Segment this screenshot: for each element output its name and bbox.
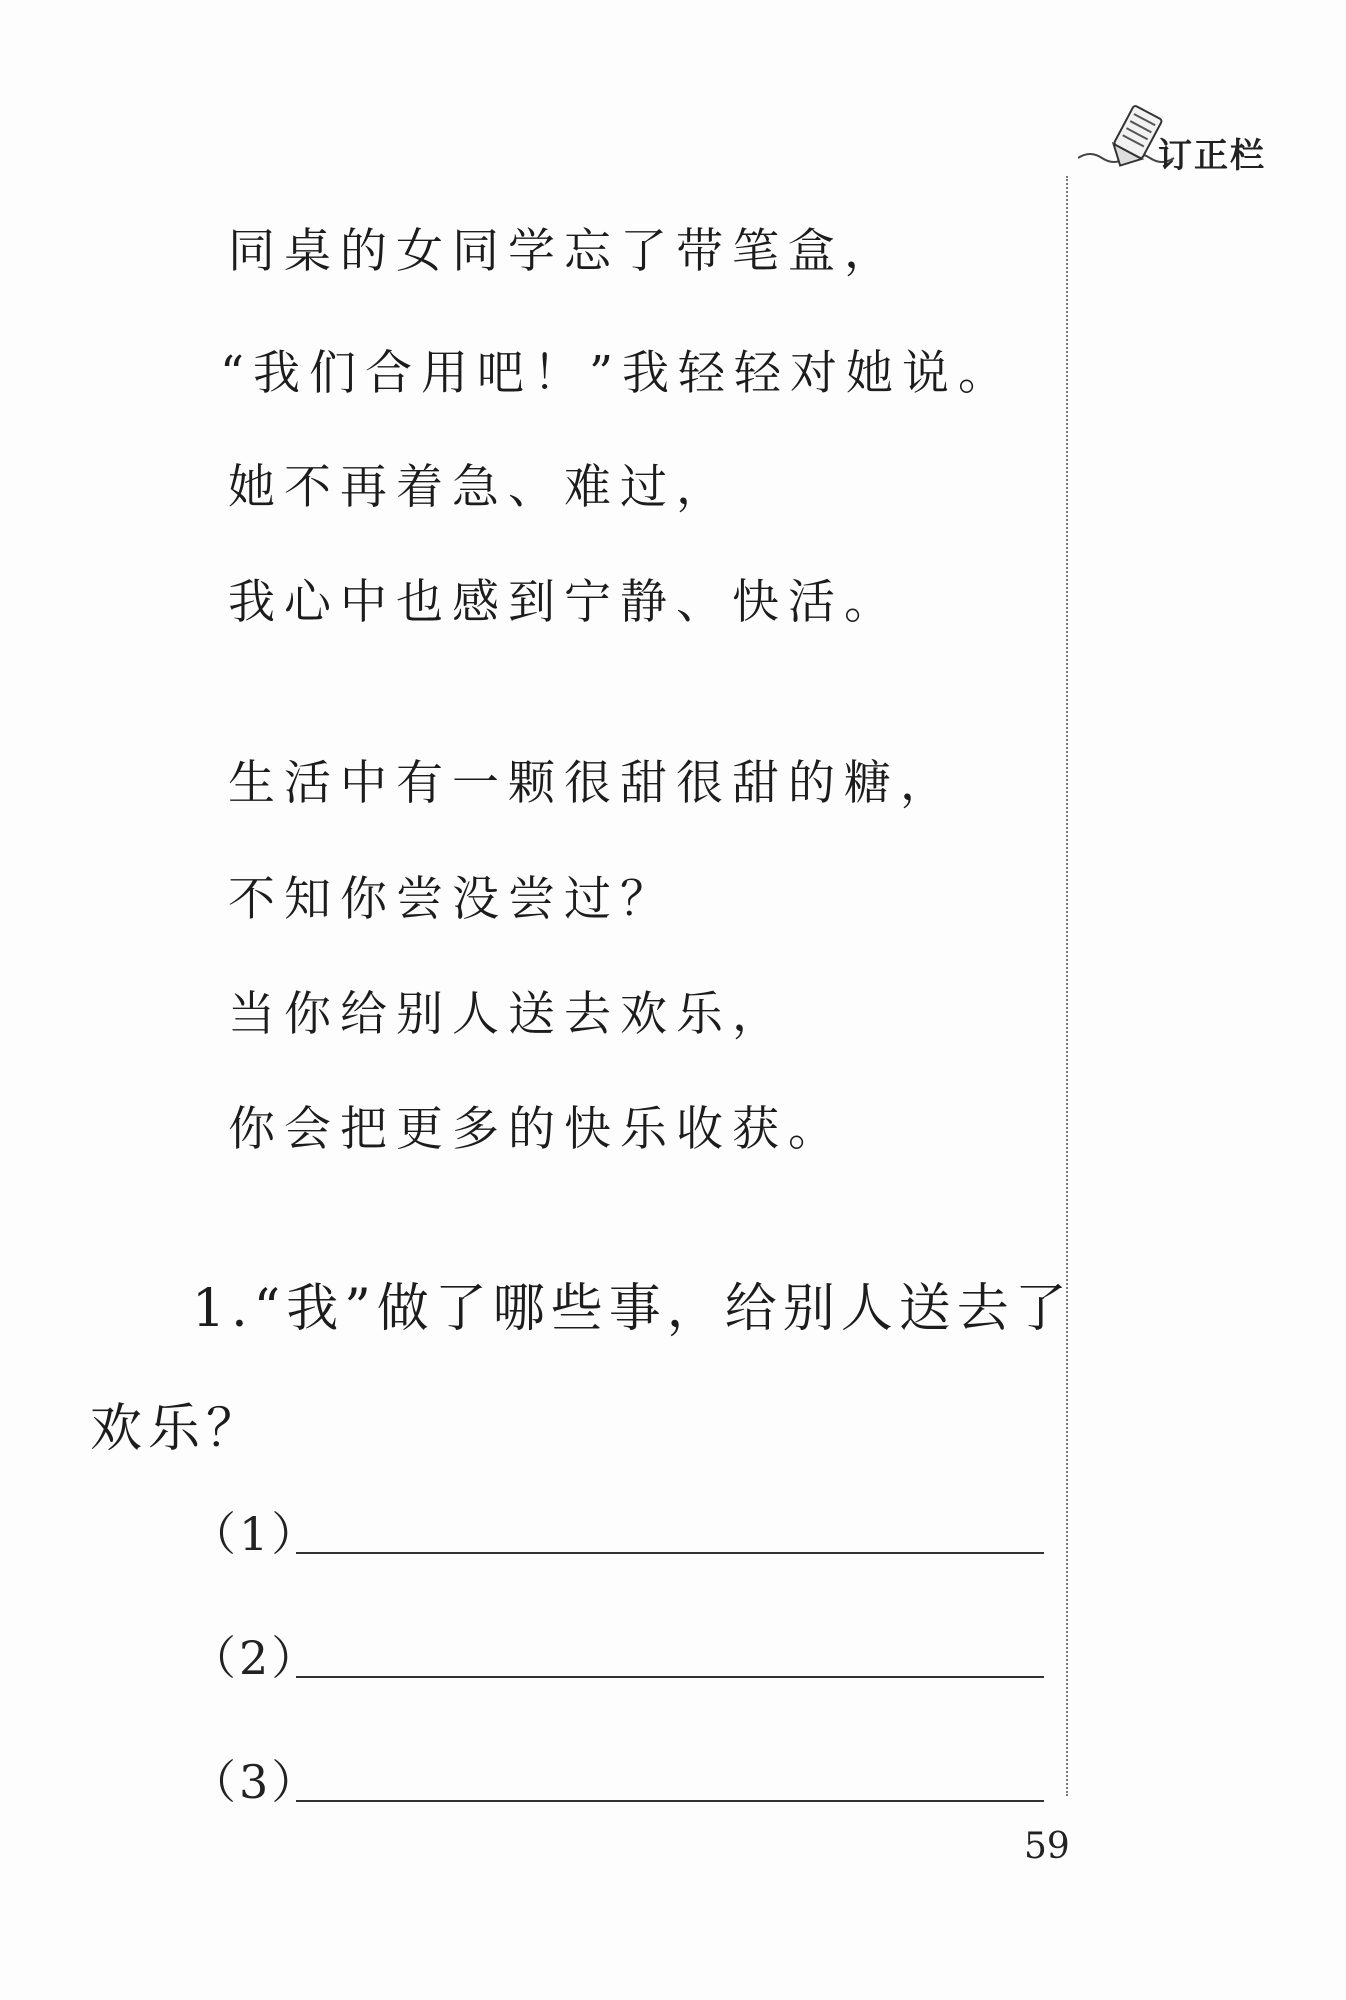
correction-column-divider (1066, 176, 1068, 1796)
poem-line: 你会把更多的快乐收获。 (228, 1102, 844, 1157)
poem-line: 生活中有一颗很甜很甜的糖， (228, 756, 956, 811)
answer-blank-2[interactable] (296, 1676, 1044, 1678)
answer-label-1: （1） (190, 1507, 321, 1561)
question-text: 1.“我”做了哪些事，给别人送去了 (192, 1279, 1073, 1339)
poem-line: 我心中也感到宁静、快活。 (228, 575, 900, 630)
answer-blank-3[interactable] (296, 1800, 1044, 1802)
correction-column-title: 订正栏 (1158, 136, 1266, 176)
page-number: 59 (1024, 1826, 1070, 1867)
answer-blank-1[interactable] (296, 1552, 1044, 1554)
poem-line: 同桌的女同学忘了带笔盒， (228, 224, 900, 279)
poem-line: 当你给别人送去欢乐， (228, 987, 788, 1042)
poem-line: 她不再着急、难过， (228, 460, 732, 515)
poem-line: 不知你尝没尝过？ (228, 872, 676, 927)
poem-line: “我们合用吧！”我轻轻对她说。 (220, 346, 1015, 401)
answer-label-3: （3） (190, 1755, 321, 1809)
question-text-continued: 欢乐？ (90, 1399, 265, 1459)
answer-label-2: （2） (190, 1631, 321, 1685)
